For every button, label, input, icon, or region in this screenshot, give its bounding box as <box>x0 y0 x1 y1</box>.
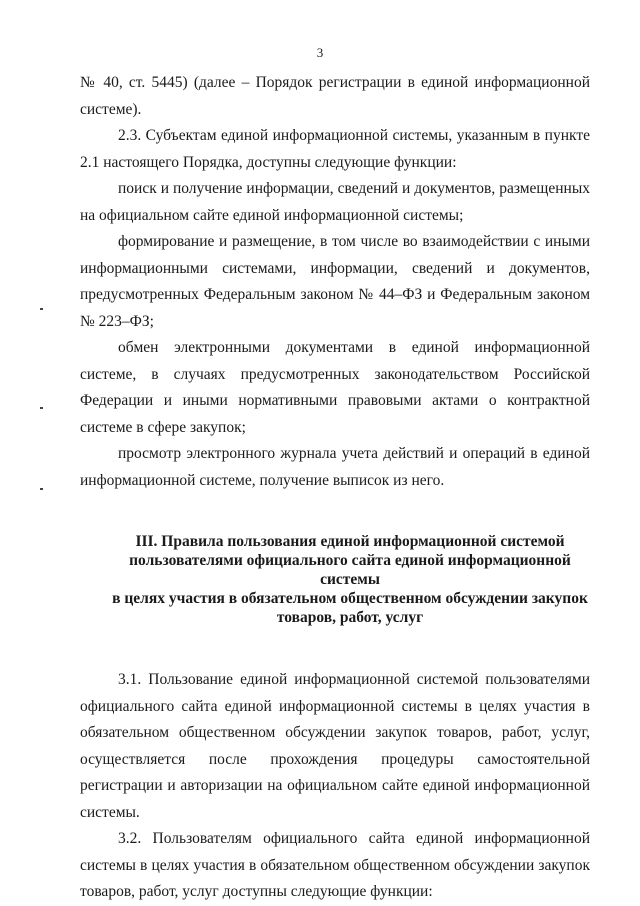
section-title <box>80 532 590 627</box>
scan-speck <box>40 308 43 310</box>
paragraph: формирование и размещение, в том числе во взаимодействии с иными информационными системами, информации, сведений и документов, предусмотренных Федеральным законом № 44–ФЗ и Федеральным законом № 223–ФЗ; <box>80 233 590 330</box>
document-body <box>80 70 590 906</box>
paragraphs-after <box>80 667 590 906</box>
paragraph: обмен электронными документами в единой информационной системе, в случаях предусмотренных законодательством Российской Федерации и иными нормативными правовыми актами о контрактной системе в сфере закупок; <box>80 339 590 436</box>
section-title-line: III. Правила пользования единой информационной системой <box>135 533 565 550</box>
scan-speck <box>40 407 43 409</box>
paragraph: просмотр электронного журнала учета действий и операций в единой информационной системе, получение выписок из него. <box>80 445 590 489</box>
paragraph: № 40, ст. 5445) (далее – Порядок регистрации в единой информационной системе). <box>80 74 590 118</box>
section-title-line: товаров, работ, услуг <box>276 609 424 626</box>
paragraph: 2.3. Субъектам единой информационной системы, указанным в пункте 2.1 настоящего Порядка, доступны следующие функции: <box>80 127 590 171</box>
section-title-line: в целях участия в обязательном общественном обсуждении закупок <box>112 590 588 607</box>
paragraph: 3.1. Пользование единой информационной системой пользователями официального сайта единой информационной системы в целях участия в обязательном общественном обсуждении закупок товаров, работ, услуг, осуществляется после прохождения процедуры самостоятельной регистрации и авторизации на официальном сайте единой информационной системы. <box>80 671 590 821</box>
paragraphs-before <box>80 70 590 494</box>
paragraph: поиск и получение информации, сведений и документов, размещенных на официальном сайте единой информационной системы; <box>80 180 590 224</box>
scan-speck <box>40 488 43 490</box>
page-number: 3 <box>316 45 324 60</box>
section-title-line: пользователями официального сайта единой информационной системы <box>129 552 571 588</box>
paragraph: 3.2. Пользователям официального сайта единой информационной системы в целях участия в обязательном общественном обсуждении закупок товаров, работ, услуг доступны следующие функции: <box>80 830 590 900</box>
